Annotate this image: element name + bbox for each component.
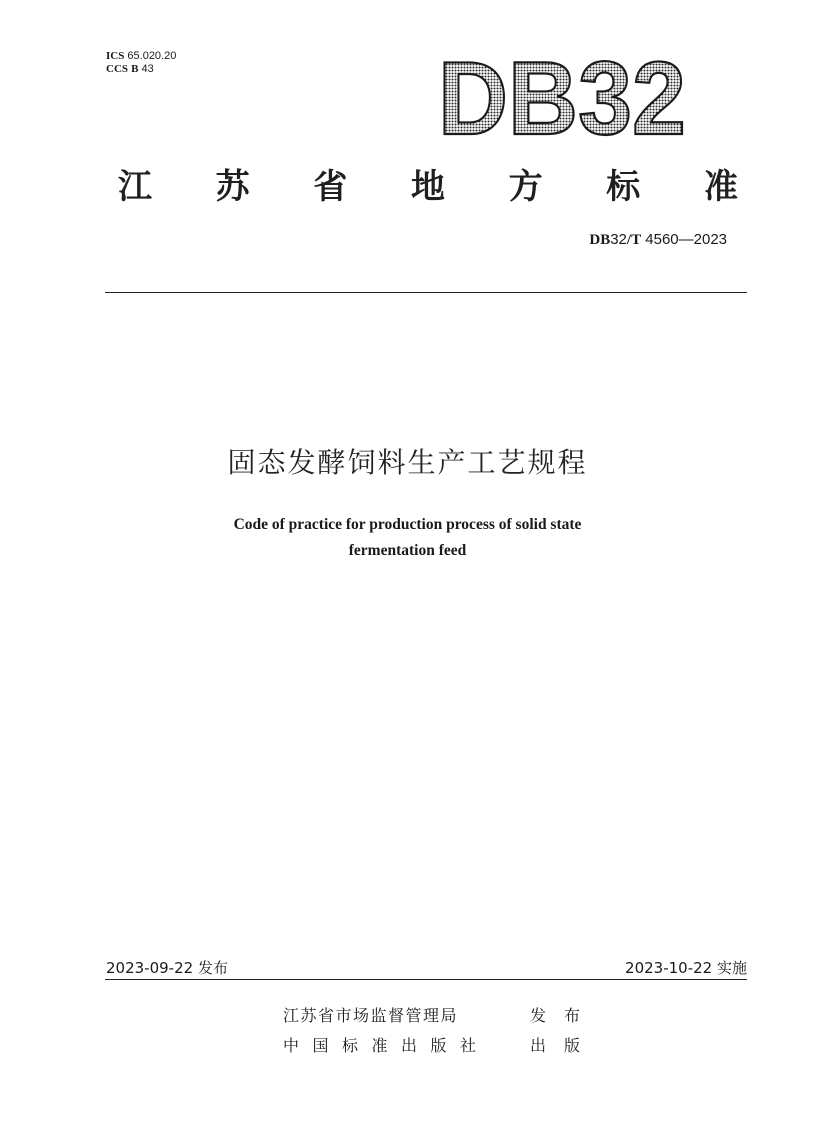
std-number: 4560—2023 bbox=[641, 231, 727, 248]
heading-char: 苏 bbox=[215, 166, 250, 207]
top-divider bbox=[105, 292, 747, 293]
std-type: /T bbox=[626, 232, 642, 248]
std-prefix: DB bbox=[589, 232, 611, 248]
heading-char: 标 bbox=[606, 166, 641, 207]
heading-char: 江 bbox=[118, 166, 152, 207]
ccs-letter: B bbox=[131, 63, 139, 75]
implement-date: 2023-10-22 实施 bbox=[625, 959, 747, 977]
issuing-authority: 江苏省市场监督管理局 bbox=[283, 1006, 459, 1025]
logo-text: DB32 bbox=[438, 48, 686, 140]
std-province: 32 bbox=[610, 231, 627, 248]
heading-char: 地 bbox=[410, 166, 445, 207]
publisher-role: 出版 bbox=[530, 1036, 599, 1055]
issuing-role: 发布 bbox=[530, 1006, 599, 1025]
ccs-label: CCS bbox=[106, 63, 129, 75]
standard-number bbox=[589, 230, 727, 250]
document-title-en bbox=[0, 512, 815, 564]
ics-label: ICS bbox=[106, 50, 125, 62]
publish-date: 2023-09-22 发布 bbox=[106, 959, 228, 977]
heading-char: 省 bbox=[313, 166, 348, 207]
ics-line bbox=[106, 50, 176, 63]
provincial-standard-heading bbox=[118, 158, 738, 208]
heading-char: 方 bbox=[508, 166, 543, 207]
heading-char: 准 bbox=[703, 166, 738, 207]
ccs-line bbox=[106, 63, 176, 76]
ccs-number: 43 bbox=[141, 63, 154, 75]
title-en-line2: fermentation feed bbox=[348, 542, 467, 559]
bottom-divider bbox=[105, 979, 747, 980]
title-en-line1: Code of practice for production process of solid state bbox=[233, 516, 582, 533]
ics-code: 65.020.20 bbox=[127, 50, 177, 62]
db32-logo bbox=[436, 48, 688, 140]
classification-codes bbox=[106, 50, 176, 76]
document-title-cn: 固态发酵饲料生产工艺规程 bbox=[227, 446, 588, 479]
publisher-name: 中国标准出版社 bbox=[283, 1036, 490, 1055]
